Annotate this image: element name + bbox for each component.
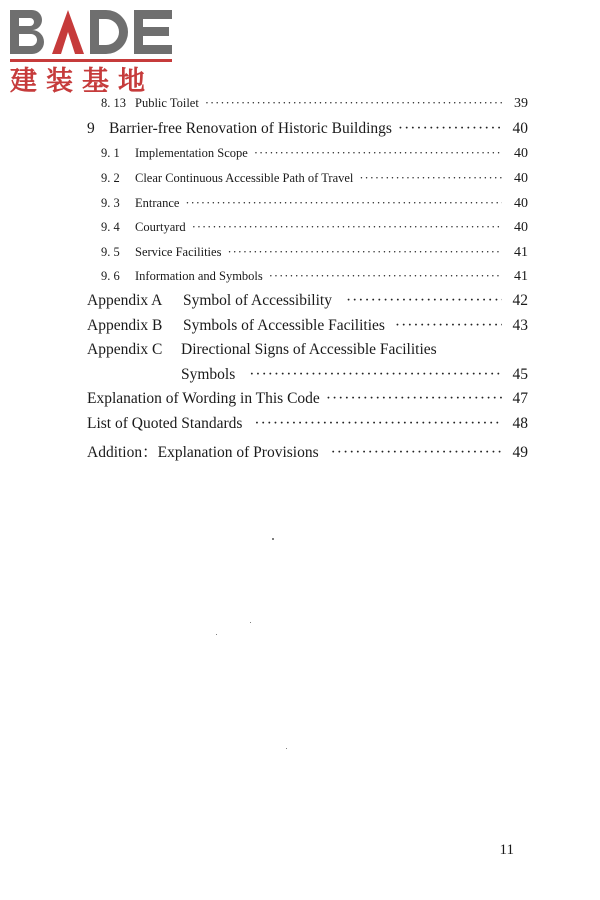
toc-entry-page: 47 bbox=[512, 390, 528, 407]
toc-leader-dots bbox=[192, 220, 502, 235]
toc-entry-number: Appendix C bbox=[87, 341, 163, 358]
toc-entry-9-4[interactable] bbox=[101, 220, 528, 236]
toc-entry-9-5[interactable] bbox=[101, 245, 528, 261]
toc-entry-page: 48 bbox=[512, 415, 528, 432]
toc-entry-page: 41 bbox=[514, 269, 528, 284]
toc-entry-quoted-standards[interactable] bbox=[87, 415, 528, 433]
toc-entry-9-6[interactable] bbox=[101, 269, 528, 285]
toc-leader-dots bbox=[185, 196, 502, 211]
toc-entry-number: 9. 6 bbox=[101, 269, 120, 283]
bade-logo-graphic bbox=[8, 4, 178, 94]
toc-entry-number: Appendix B bbox=[87, 317, 163, 334]
toc-entry-title: Explanation of Wording in This Code bbox=[87, 390, 320, 407]
toc-entry-explanation-of-wording[interactable] bbox=[87, 390, 528, 408]
toc-entry-page: 39 bbox=[514, 96, 528, 111]
toc-entry-page: 45 bbox=[512, 366, 528, 383]
toc-entry-title: Public Toilet bbox=[135, 96, 199, 110]
toc-entry-page: 40 bbox=[514, 220, 528, 235]
scan-speck bbox=[250, 622, 251, 623]
toc-entry-title: Service Facilities bbox=[135, 245, 222, 259]
toc-entry-number: 9. 4 bbox=[101, 220, 120, 234]
toc-entry-title: Symbol of Accessibility bbox=[183, 292, 332, 309]
toc-leader-dots bbox=[346, 292, 502, 310]
toc-entry-page: 43 bbox=[512, 317, 528, 334]
toc-leader-dots bbox=[326, 390, 502, 408]
toc-leader-dots bbox=[254, 415, 502, 433]
toc-entry-page: 41 bbox=[514, 245, 528, 260]
toc-leader-dots bbox=[359, 171, 502, 186]
bade-logo bbox=[8, 4, 178, 94]
toc-entry-page: 40 bbox=[514, 146, 528, 161]
toc-entry-number: 9. 1 bbox=[101, 146, 120, 160]
toc-entry-page: 40 bbox=[512, 120, 528, 137]
toc-entry-number: Appendix A bbox=[87, 292, 163, 309]
toc-entry-number: 9 bbox=[87, 120, 95, 137]
toc-leader-dots bbox=[331, 444, 502, 462]
toc-entry-number: 9. 3 bbox=[101, 196, 120, 210]
toc-entry-appendix-c-continued[interactable] bbox=[181, 366, 528, 384]
toc-entry-appendix-c[interactable] bbox=[87, 341, 437, 359]
toc-leader-dots bbox=[269, 269, 502, 284]
page-number: 11 bbox=[499, 842, 514, 858]
scan-speck bbox=[272, 538, 274, 540]
toc-entry-9-2[interactable] bbox=[101, 171, 528, 187]
toc-entry-appendix-a[interactable] bbox=[87, 292, 528, 310]
toc-entry-page: 40 bbox=[514, 196, 528, 211]
toc-entry-9-1[interactable] bbox=[101, 146, 528, 162]
toc-leader-dots bbox=[227, 245, 502, 260]
scan-speck bbox=[286, 748, 287, 749]
toc-entry-number: 9. 5 bbox=[101, 245, 120, 259]
toc-entry-addition[interactable] bbox=[87, 440, 528, 462]
toc-entry-chapter-9[interactable] bbox=[87, 120, 528, 138]
toc-leader-dots bbox=[398, 120, 502, 138]
toc-entry-title-continued: Symbols bbox=[181, 366, 236, 383]
toc-entry-title: Barrier-free Renovation of Historic Buildings bbox=[109, 120, 392, 137]
toc-entry-page: 42 bbox=[512, 292, 528, 309]
toc-entry-number: 8. 13 bbox=[101, 96, 126, 110]
toc-entry-9-3[interactable] bbox=[101, 196, 528, 212]
toc-entry-appendix-b[interactable] bbox=[87, 317, 528, 335]
toc-leader-dots bbox=[249, 366, 502, 384]
toc-entry-number: 9. 2 bbox=[101, 171, 120, 185]
toc-entry-title: Directional Signs of Accessible Facilities bbox=[181, 341, 437, 358]
toc-entry-page: 40 bbox=[514, 171, 528, 186]
toc-entry-title: Clear Continuous Accessible Path of Travel bbox=[135, 171, 354, 185]
toc-entry-page: 49 bbox=[512, 444, 528, 461]
scan-speck bbox=[216, 634, 217, 635]
toc-entry-8-13[interactable] bbox=[101, 96, 528, 112]
toc-entry-title: List of Quoted Standards bbox=[87, 415, 243, 432]
svg-text:建装基地: 建装基地 bbox=[10, 66, 154, 94]
toc-entry-title: Symbols of Accessible Facilities bbox=[183, 317, 385, 334]
toc-leader-dots bbox=[205, 96, 502, 111]
toc-entry-title: Courtyard bbox=[135, 220, 186, 234]
toc-entry-title: Implementation Scope bbox=[135, 146, 248, 160]
toc-entry-title: Information and Symbols bbox=[135, 269, 263, 283]
toc-leader-dots bbox=[254, 146, 502, 161]
toc-entry-title: Addition：Explanation of Provisions bbox=[87, 444, 319, 461]
toc-entry-title: Entrance bbox=[135, 196, 180, 210]
toc-leader-dots bbox=[395, 317, 502, 335]
